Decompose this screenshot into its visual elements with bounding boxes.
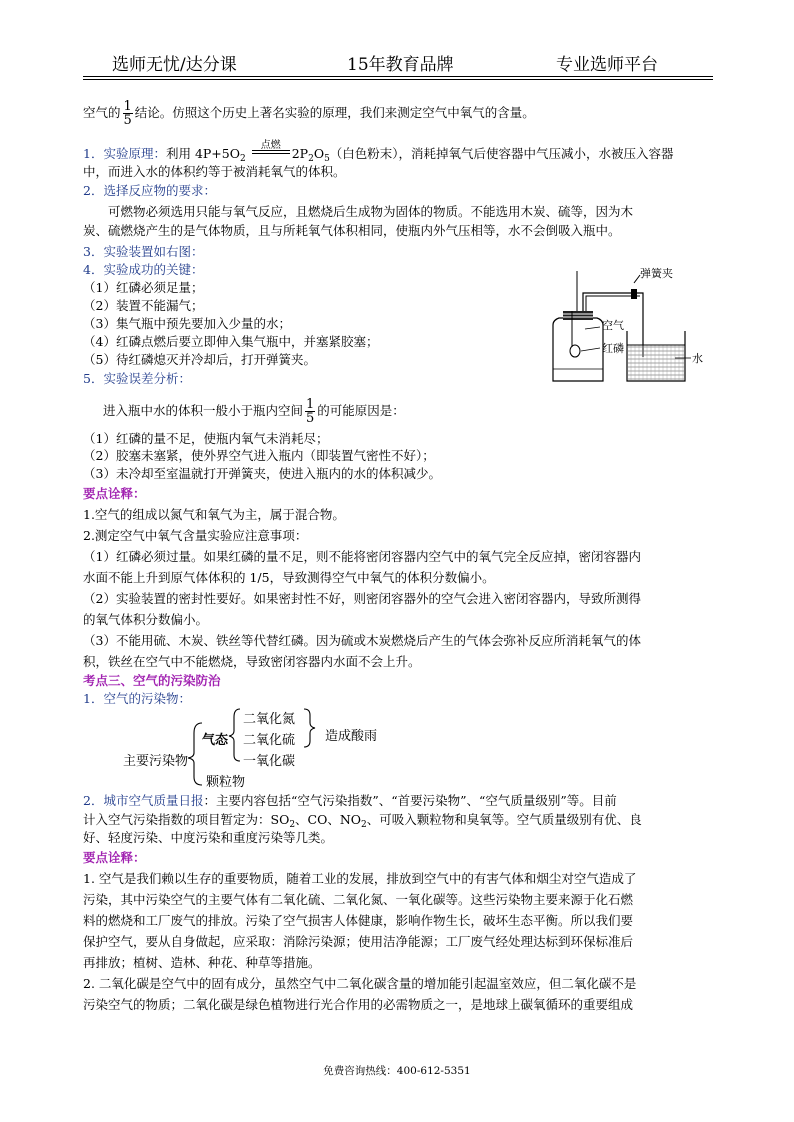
header-rule-bottom <box>83 79 713 80</box>
s3-title: 3．实验装置如右图： <box>83 244 204 259</box>
s5-title: 5．实验误差分析： <box>83 371 191 386</box>
s4-item-2: （2）装置不能漏气； <box>83 298 204 313</box>
notes2-line-7: 污染空气的物质；二氧化碳是绿色植物进行光合作用的必需物质之一，是地球上碳氧循环的重要组成 <box>83 997 634 1012</box>
pollutants-main: 主要污染物 <box>123 754 189 769</box>
notes2-line-2: 污染，其中污染空气的主要气体有二氧化硫、二氧化氮、一氧化碳等。这些污染物主要来源于化石燃 <box>83 892 634 907</box>
brace-main <box>188 723 202 785</box>
pollutants-particle: 颗粒物 <box>206 775 246 790</box>
s5-item-3: （3）未冷却至室温就打开弹簧夹，使进入瓶内的水的体积减少。 <box>83 466 441 481</box>
s5-item-2: （2）胶塞未塞紧，使外界空气进入瓶内（即装置气密性不好）； <box>83 448 435 463</box>
pollutants-g1: 二氧化氮 <box>243 712 296 727</box>
header-rule-top <box>83 76 713 77</box>
notes2-line-4: 保护空气，要从自身做起，应采取：消除污染源；使用洁净能源；工厂废气经处理达标到环保标准后 <box>83 934 634 949</box>
brace-gas <box>229 709 240 761</box>
brace-svg <box>180 705 330 790</box>
header-center: 15年教育品牌 <box>347 55 454 75</box>
p2sec-line3: 好、轻度污染、中度污染和重度污染等几类。 <box>83 830 334 845</box>
s1-title: 1．实验原理： <box>83 146 166 161</box>
p1sec-title: 1．空气的污染物： <box>83 691 191 706</box>
pollutants-g2: 二氧化硫 <box>243 733 296 748</box>
notes1-p2: 2.测定空气中氧气含量实验应注意事项： <box>83 528 308 543</box>
p2sec-line2: 计入空气污染指数的项目暂定为：$SO_2$、CO、$NO_2$、可吸入颗粒物和臭氧等。空气质量级别有优、良 <box>83 812 642 830</box>
p2sec-title: 2．城市空气质量日报 <box>83 793 204 808</box>
notes1-p5b: 积，铁丝在空气中不能燃烧，导致密闭容器内水面不会上升。 <box>83 654 421 669</box>
notes2-line-1: 1. 空气是我们赖以生存的重要物质，随着工业的发展，排放到空气中的有害气体和烟尘对空气造成了 <box>83 871 637 886</box>
s2-line2: 炭、硫燃烧产生的是气体物质，且与所耗氧气体积相同，使瓶内外气压相等，水不会倒吸入瓶中。 <box>83 223 621 238</box>
brace-acid <box>304 709 315 747</box>
apparatus-diagram <box>545 265 705 390</box>
header-left: 选师无忧/达分课 <box>112 55 237 75</box>
notes1-p4b: 的氧气体积分数偏小。 <box>83 612 209 627</box>
pollutants-gas: 气态 <box>202 733 229 748</box>
pollutants-g3: 一氧化碳 <box>243 754 296 769</box>
notes2-line-3: 料的燃烧和工厂废气的排放。污染了空气损害人体健康，影响作物生长，破坏生态平衡。所以我们要 <box>83 913 634 928</box>
kd3-title: 考点三、空气的污染防治 <box>83 673 221 688</box>
s4-item-5: （5）待红磷熄灭并冷却后，打开弹簧夹。 <box>83 352 316 367</box>
header-right: 专业选师平台 <box>556 55 658 75</box>
s5-intro: 进入瓶中水的体积一般小于瓶内空间 $\frac{1}{5}$ 的可能原因是： <box>103 397 405 426</box>
notes2-line-5: 再排放；植树、造林、种花、种草等措施。 <box>83 955 321 970</box>
s1-line1: 1．实验原理：利用 $4P+5O_2$ 点燃 $2P_2O_5$（白色粉末），消耗掉氧气后使容器中气压减小，水被压入容器 <box>83 140 674 164</box>
s1-line2: 中，而进入水的体积约等于被消耗氧气的体积。 <box>83 164 346 179</box>
label-clamp: 弹簧夹 <box>640 267 673 280</box>
label-water: 水 <box>692 352 703 365</box>
fraction: $\frac{1}{5}$ <box>123 99 132 128</box>
s4-item-3: （3）集气瓶中预先要加入少量的水； <box>83 316 291 331</box>
footer-hotline: 免费咨询热线：400-612-5351 <box>323 1065 471 1077</box>
label-air: 空气 <box>602 319 624 332</box>
ignite-arrow: 点燃 <box>250 145 292 163</box>
notes2-line-6: 2. 二氧化碳是空气中的固有成分，虽然空气中二氧化碳含量的增加能引起温室效应，但二氧化碳不是 <box>83 976 637 991</box>
s5-item-1: （1）红磷的量不足，使瓶内氧气未消耗尽； <box>83 431 329 446</box>
s2-line1: 可燃物必须选用只能与氧气反应，且燃烧后生成物为固体的物质。不能选用木炭、硫等，因为木 <box>108 204 634 219</box>
s4-item-1: （1）红磷必须足量； <box>83 280 204 295</box>
pollutants-acid: 造成酸雨 <box>325 729 378 744</box>
intro-line: 空气的 $\frac{1}{5}$ 结论。仿照这个历史上著名实验的原理，我们来测定空气中氧气的含量。 <box>83 99 535 128</box>
notes1-p1: 1.空气的组成以氮气和氧气为主，属于混合物。 <box>83 507 345 522</box>
s4-item-4: （4）红磷点燃后要立即伸入集气瓶中，并塞紧胶塞； <box>83 334 379 349</box>
notes1-p5a: （3）不能用硫、木炭、铁丝等代替红磷。因为硫或木炭燃烧后产生的气体会弥补反应所消耗氧气的体 <box>83 633 641 648</box>
s2-title: 2．选择反应物的要求： <box>83 183 216 198</box>
notes2-title: 要点诠释： <box>83 850 146 865</box>
notes1-p3b: 水面不能上升到原气体体积的 1/5，导致测得空气中氧气的体积分数偏小。 <box>83 570 495 585</box>
notes1-title: 要点诠释： <box>83 486 146 501</box>
notes1-p3a: （1）红磷必须过量。如果红磷的量不足，则不能将密闭容器内空气中的氧气完全反应掉，密闭容器内 <box>83 549 641 564</box>
label-phosphorus: 红磷 <box>602 342 624 355</box>
p2sec-line1: 2．城市空气质量日报：主要内容包括“空气污染指数”、“首要污染物”、“空气质量级别”等。目前 <box>83 793 617 808</box>
s4-title: 4．实验成功的关键： <box>83 262 204 277</box>
notes1-p4a: （2）实验装置的密封性要好。如果密封性不好，则密闭容器外的空气会进入密闭容器内，导致所测得 <box>83 591 641 606</box>
